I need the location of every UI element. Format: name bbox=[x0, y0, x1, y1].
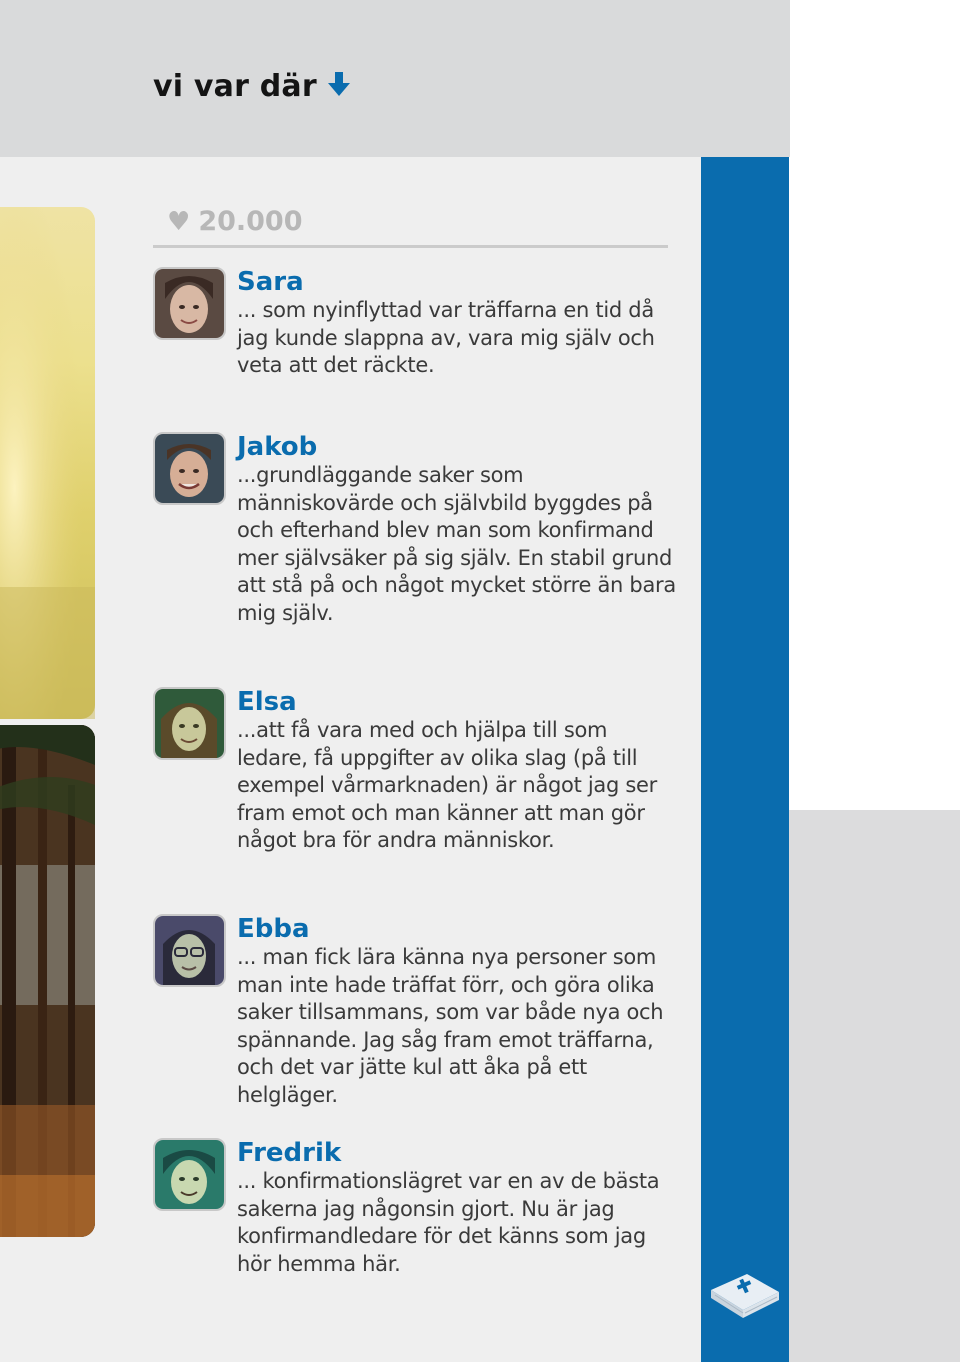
page-title bbox=[153, 68, 351, 105]
likes-divider bbox=[153, 245, 668, 248]
forest-photo bbox=[0, 725, 95, 1237]
sunlit-field-photo bbox=[0, 207, 95, 719]
testimonial-quote: ... man fick lära känna nya personer som man inte hade träffat förr, och göra olika saker tillsammans, som var både nya och spännande. Jag såg fram emot träffarna, och det var jätte kul att åka på ett helgläger. bbox=[237, 945, 664, 1107]
testimonial-name: Ebba bbox=[237, 914, 310, 944]
gray-corner-block bbox=[789, 810, 960, 1362]
page-title-text: vi var där bbox=[153, 69, 317, 104]
avatar bbox=[153, 432, 226, 505]
testimonial-quote: ... som nyinflyttad var träffarna en tid då jag kunde slappna av, vara mig själv och veta att det räckte. bbox=[237, 298, 655, 377]
avatar bbox=[153, 914, 226, 987]
heart-icon: ♥ bbox=[167, 206, 191, 237]
testimonial-text bbox=[237, 267, 677, 380]
testimonial-quote: ...grundläggande saker som människovärde och självbild byggdes på och efterhand blev man som konfirmand mer självsäker på sig själv. En stabil grund att stå på och något mycket större än bara mig själv. bbox=[237, 463, 676, 625]
avatar bbox=[153, 687, 226, 760]
header-band bbox=[0, 0, 790, 157]
avatar bbox=[153, 1138, 226, 1211]
blue-side-bar bbox=[701, 157, 789, 1362]
avatar bbox=[153, 267, 226, 340]
likes-count: 20.000 bbox=[198, 206, 303, 237]
bible-book-icon bbox=[707, 1268, 783, 1324]
testimonial-name: Fredrik bbox=[237, 1138, 342, 1168]
testimonial-text bbox=[237, 432, 677, 627]
testimonial-text bbox=[237, 914, 677, 1109]
testimonial-name: Sara bbox=[237, 267, 304, 297]
testimonial-quote: ... konfirmationslägret var en av de bästa sakerna jag någonsin gjort. Nu är jag konfirmandledare för det känns som jag hör hemma här. bbox=[237, 1169, 660, 1276]
testimonial-text bbox=[237, 687, 677, 855]
down-arrow-icon bbox=[327, 70, 351, 105]
testimonial-text bbox=[237, 1138, 677, 1278]
likes-counter bbox=[167, 206, 303, 237]
testimonial-quote: ...att få vara med och hjälpa till som ledare, få uppgifter av olika slag (på till exempel vårmarknaden) är något jag ser fram emot och man känner att man gör något bra för andra människor. bbox=[237, 718, 658, 852]
testimonial-name: Jakob bbox=[237, 432, 318, 462]
testimonial-name: Elsa bbox=[237, 687, 297, 717]
